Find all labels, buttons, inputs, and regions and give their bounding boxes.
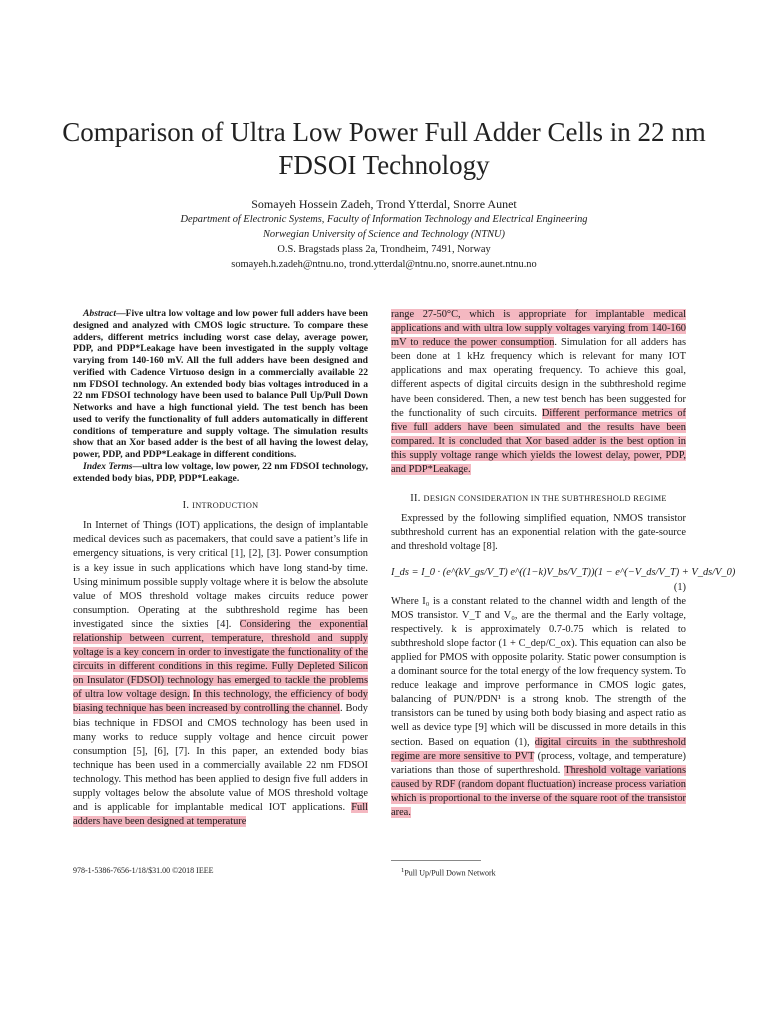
- sec2-paragraph-1: Expressed by the following simplified equation, NMOS transistor subthreshold current has an exponential relation with the gate-source and threshold voltage [8].: [391, 513, 686, 553]
- index-terms: [73, 461, 368, 485]
- section-number: I.: [182, 500, 190, 512]
- author-list: Somayeh Hossein Zadeh, Trond Ytterdal, Snorre Aunet: [251, 197, 517, 211]
- intro-paragraph: [73, 519, 368, 829]
- intro-text-continued: . Simulation for all adders has been done at 1 kHz frequency which is relevant for many IOT applications and max operating frequency. To achieve this goal, different aspects of digital circuits design in the subthreshold regime have been considered. Then, a new test bench has been suggested for the functionality of such circuits.: [391, 337, 686, 419]
- sec2-text: Where I₀ is a constant related to the channel width and length of the MOS transistor. V_T and V₀, are the thermal and the Early voltage, respectively. k is approximately 0.7-0.75 which is related to subthreshold slope factor (1 + C_dep/C_ox). This equation can also be applied for PMOS with opposite polarity. Static power consumption is a dominant source for the total energy of the low frequency system. To reduce leakage and improve performance in CMOS logic gates, balancing of PUN/PDN¹ is a strong knob. The strength of the transistors can be tuned by using both body biasing and aspect ratio as well as device type [9] which will be discussed in more details in this section. Based on equation (1),: [391, 595, 686, 748]
- intro-text-rest: . Body bias technique in FDSOI and CMOS technology has been used in many works to reduce supply voltage and hence circuit power consumption [5], [6], [7]. In this paper, an extended body bias technique has been used in a commercially available 22 nm FDSOI technology. This method has been applied to design five full adders in supply voltages below the absolute value of MOS threshold voltage and is applicable for implantable medical IOT applications.: [73, 703, 368, 814]
- affiliation-university: Norwegian University of Science and Technology (NTNU): [262, 229, 506, 240]
- section-title: INTRODUCTION: [192, 501, 259, 511]
- abstract-text: —Five ultra low voltage and low power full adders have been designed and analyzed with CMOS logic structure. To compare these adders, different metrics including worst case delay, average power, PDP, and PDP*Leakage have been investigated in the supply voltage varying from 140-160 mV. All the full adders have been designed and verified with Cadence Virtuoso design in a commercially available 22 nm FDSOI technology. An extended body bias voltages introduced in a 22 nm FDSOI technology have been used to balance Pull Up/Pull Down Networks and have a high functional yield. The test bench has been used to verify the functionality of full adders automatically in different conditions of temperature and supply voltage. The simulation results show that an Xor based adder is the best of all having the lowest delay, power, PDP, and PDP*Leakage in different conditions.: [73, 308, 368, 460]
- highlight-annotation: In this technology, the efficiency of body biasing technique has been increased by controlling the channel: [73, 689, 369, 715]
- copyright-notice: 978-1-5386-7656-1/18/$31.00 ©2018 IEEE: [73, 866, 214, 875]
- highlight-annotation: digital circuits in the subthreshold regime are more sensitive to PVT: [391, 736, 687, 762]
- footnote: [401, 866, 496, 879]
- paper-title: Comparison of Ultra Low Power Full Adder Cells in 22 nm FDSOI Technology: [62, 117, 706, 180]
- equation-formula: I_ds = I_0 · (e^(kV_gs/V_T) e^((1−k)V_bs/V_T))(1 − e^(−V_ds/V_T) + V_ds/V_0): [391, 567, 736, 579]
- sec2-text-mid: (process, voltage, and temperature) variations than those of superthreshold.: [391, 750, 686, 776]
- section-heading-design-consideration: [391, 492, 686, 506]
- highlight-annotation: Full adders have been designed at temperature: [73, 802, 368, 828]
- footnote-mark: 1: [401, 867, 405, 874]
- highlight-annotation: Considering the exponential relationship between current, temperature, threshold and supply voltage is a key concern in order to investigate the functionality of the circuits in different conditions in this regime. Fully Depleted Silicon on Insulator (FDSOI) technology has emerged to tackle the problems of ultra low voltage design.: [73, 618, 368, 701]
- highlight-annotation: range 27-50°C, which is appropriate for implantable medical applications and with ultra low supply voltages varying from 140-160 mV to reduce the power consumption: [391, 309, 686, 349]
- index-terms-lead: Index Terms: [83, 460, 133, 472]
- section-number: II.: [410, 493, 421, 505]
- right-column: [391, 308, 736, 820]
- affiliation-block: [40, 212, 728, 272]
- equation-number: (1): [673, 581, 686, 593]
- highlight-annotation: Threshold voltage variations caused by RDF (random dopant fluctuation) increase process variation which is proportional to the inverse of the square root of the transistor area.: [391, 764, 686, 818]
- abstract: [73, 308, 368, 461]
- intro-text: In Internet of Things (IOT) applications, the design of implantable medical devices such as pacemakers, that could save a patient’s life in emergency situations, is very critical [1], [2], [3]. Power consumption is a key issue in such applications which have long stand-by time. Using minimum possible supply voltage where it is below the absolute value of MOS threshold voltage makes circuits reduce power consumption. Operating at the subthreshold regime has been investigated since the sixties [4].: [73, 520, 368, 630]
- highlight-annotation: Different performance metrics of five full adders have been simulated and the results have been compared. It is concluded that Xor based adder is the best option in this supply voltage range which yields the lowest delay, power, PDP, and PDP*Leakage.: [391, 407, 686, 476]
- section-heading-introduction: [73, 499, 368, 513]
- author-emails: somayeh.h.zadeh@ntnu.no, trond.ytterdal@ntnu.no, snorre.aunet.ntnu.no: [231, 259, 537, 270]
- affiliation-address: O.S. Bragstads plass 2a, Trondheim, 7491, Norway: [277, 244, 491, 255]
- abstract-lead: Abstract: [83, 308, 117, 319]
- index-terms-text: —ultra low voltage, low power, 22 nm FDSOI technology, extended body bias, PDP, PDP*Leakage.: [73, 460, 368, 484]
- section-title: DESIGN CONSIDERATION IN THE SUBTHRESHOLD REGIME: [423, 494, 667, 504]
- equation-1: [391, 566, 736, 580]
- footnote-rule: [391, 860, 481, 861]
- affiliation-department: Department of Electronic Systems, Faculty of Information Technology and Electrical Engineering: [180, 214, 588, 225]
- intro-paragraph-continued: [391, 308, 686, 477]
- left-column: [73, 308, 368, 829]
- sec2-paragraph-2: [391, 595, 686, 821]
- footnote-text: Pull Up/Pull Down Network: [404, 868, 496, 878]
